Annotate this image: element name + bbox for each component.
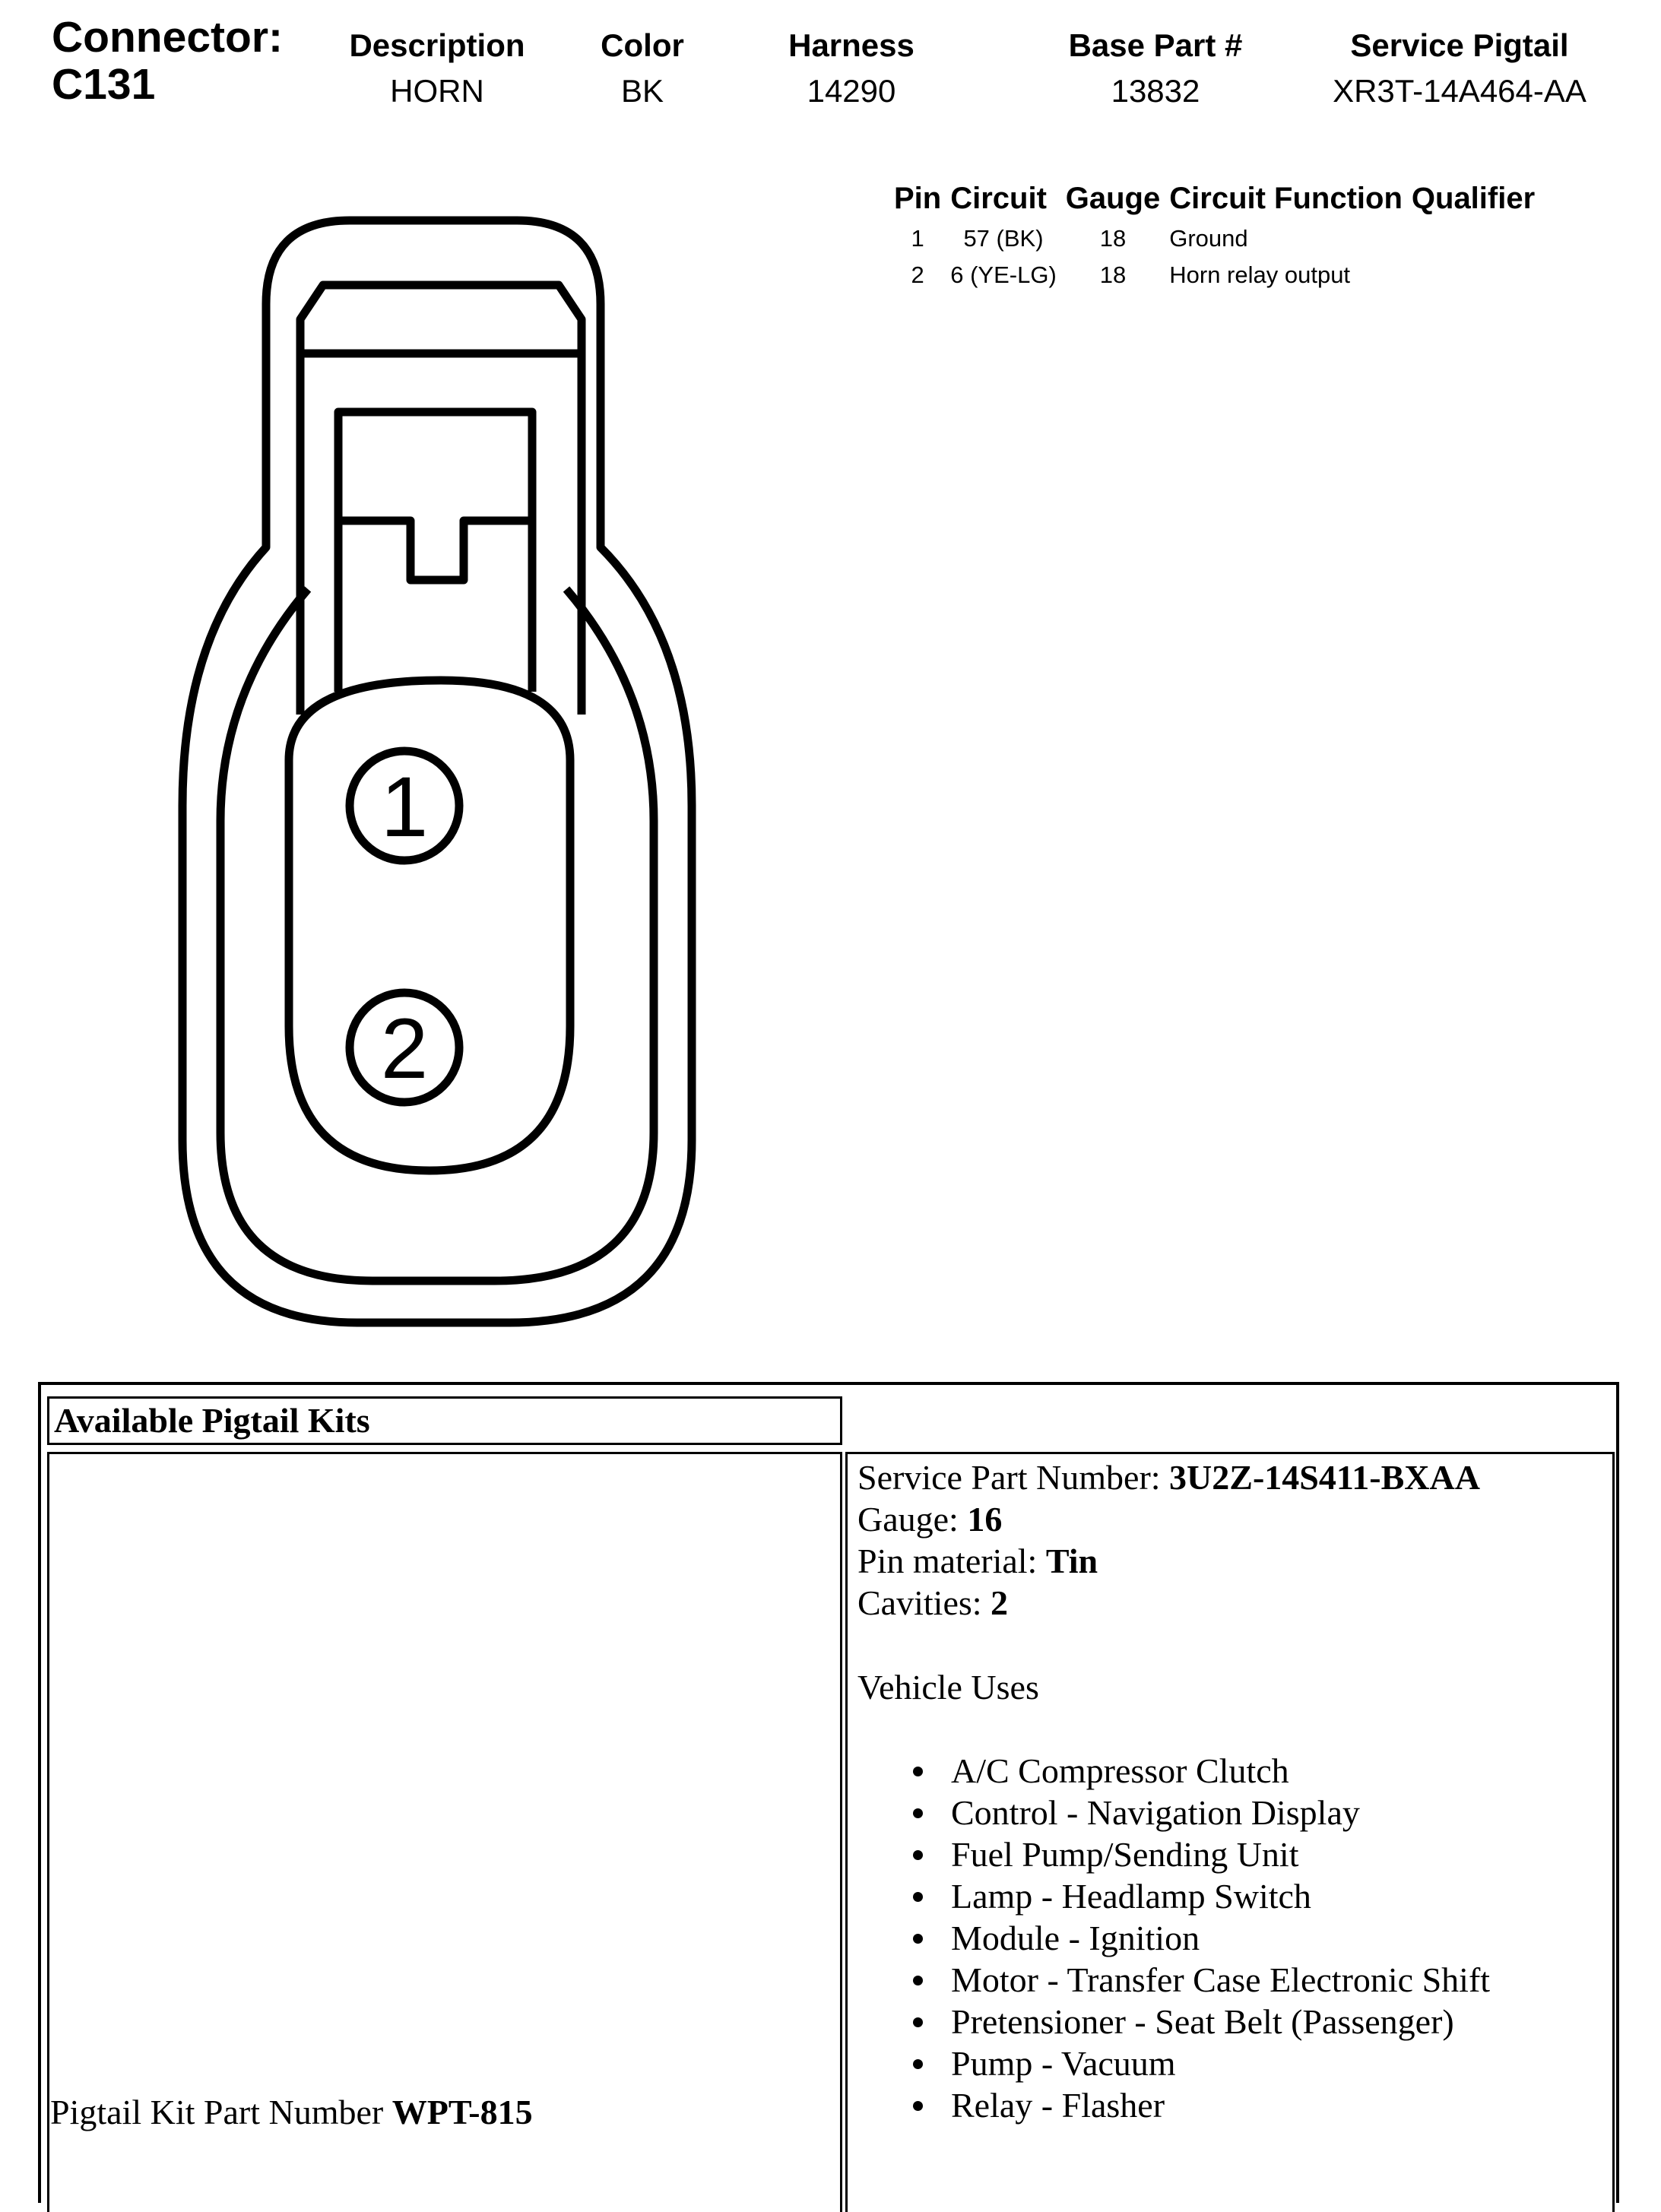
pin-cell: 1 — [911, 225, 924, 252]
service-part-value: 3U2Z-14S411-BXAA — [1169, 1458, 1480, 1497]
latch-tab — [338, 412, 532, 692]
gauge-cell: 18 — [1099, 261, 1127, 288]
list-item: Pump - Vacuum — [909, 2042, 1490, 2084]
list-item: Relay - Flasher — [909, 2084, 1490, 2126]
list-item: Motor - Transfer Case Electronic Shift — [909, 1959, 1490, 2001]
pigtail-details — [857, 1456, 1480, 1624]
qualifier-cell — [1407, 257, 1539, 293]
service-pigtail-header: Service Pigtail — [1350, 27, 1569, 63]
pin-material-line — [857, 1540, 1480, 1582]
list-item: Module - Ignition — [909, 1917, 1490, 1959]
description-header: Description — [349, 27, 525, 63]
service-part-line — [857, 1456, 1480, 1498]
gauge-line — [857, 1498, 1480, 1540]
circuit-cell: 6 (YE-LG) — [950, 261, 1057, 288]
description-column — [338, 23, 536, 114]
gauge-value: 16 — [967, 1500, 1003, 1539]
cavities-label: Cavities: — [857, 1583, 991, 1622]
bullet-icon — [913, 2059, 923, 2069]
pin-1-label: 1 — [380, 759, 429, 854]
kit-label: Pigtail Kit Part Number — [50, 2093, 392, 2131]
function-cell: Ground — [1169, 225, 1248, 252]
gauge-label: Gauge: — [857, 1500, 968, 1539]
base-part-value: 13832 — [1111, 73, 1200, 109]
bullet-icon — [913, 2101, 923, 2111]
pin-header: Pin — [894, 182, 942, 215]
color-value: BK — [620, 73, 664, 109]
qualifier-cell — [1407, 220, 1539, 257]
kit-number-value: WPT-815 — [391, 2093, 533, 2131]
list-item: Lamp - Headlamp Switch — [909, 1875, 1490, 1917]
bullet-icon — [913, 1850, 923, 1860]
harness-column — [760, 23, 943, 114]
gauge-header: Gauge — [1065, 182, 1161, 215]
bullet-icon — [913, 1976, 923, 1985]
table-row — [889, 220, 1539, 257]
base-part-column — [1034, 23, 1277, 114]
gauge-cell: 18 — [1099, 225, 1127, 252]
qualifier-header: Qualifier — [1411, 182, 1536, 215]
vehicle-uses-list — [909, 1750, 1490, 2126]
harness-value: 14290 — [807, 73, 896, 109]
vehicle-uses-title: Vehicle Uses — [857, 1668, 1039, 1707]
circuit-function-header: Circuit Function — [1169, 182, 1403, 215]
pigtail-kit-part-number — [50, 2090, 533, 2134]
connector-label: Connector: — [52, 13, 283, 62]
table-row — [889, 257, 1539, 293]
bullet-icon — [913, 1808, 923, 1818]
connector-id: C131 — [52, 60, 156, 109]
base-part-header: Base Part # — [1068, 27, 1243, 63]
pin-cell: 2 — [911, 261, 924, 288]
harness-header: Harness — [788, 27, 915, 63]
pin-2-label: 2 — [380, 1001, 429, 1096]
cavities-value: 2 — [991, 1583, 1009, 1622]
service-pigtail-column — [1308, 23, 1612, 114]
bullet-icon — [913, 2017, 923, 2027]
bullet-icon — [913, 1934, 923, 1944]
bullet-icon — [913, 1892, 923, 1902]
service-part-label: Service Part Number: — [857, 1458, 1170, 1497]
list-item: Control - Navigation Display — [909, 1792, 1490, 1833]
function-cell: Horn relay output — [1169, 261, 1351, 288]
pin-table-header-row — [889, 176, 1539, 220]
pin-table — [889, 176, 1539, 293]
bullet-icon — [913, 1767, 923, 1776]
service-pigtail-value: XR3T-14A464-AA — [1333, 73, 1587, 109]
cavities-line — [857, 1582, 1480, 1624]
outer-housing — [182, 220, 692, 1323]
list-item: Fuel Pump/Sending Unit — [909, 1833, 1490, 1875]
circuit-cell: 57 (BK) — [963, 225, 1044, 252]
list-item: A/C Compressor Clutch — [909, 1750, 1490, 1792]
color-header: Color — [601, 27, 684, 63]
connector-face-diagram — [167, 213, 715, 1338]
connector-title — [52, 14, 283, 108]
color-column — [578, 23, 707, 114]
pin-material-value: Tin — [1045, 1542, 1098, 1580]
available-pigtail-kits-title: Available Pigtail Kits — [47, 1396, 842, 1445]
description-value: HORN — [390, 73, 484, 109]
list-item: Pretensioner - Seat Belt (Passenger) — [909, 2001, 1490, 2042]
circuit-header: Circuit — [950, 182, 1047, 215]
pin-material-label: Pin material: — [857, 1542, 1046, 1580]
